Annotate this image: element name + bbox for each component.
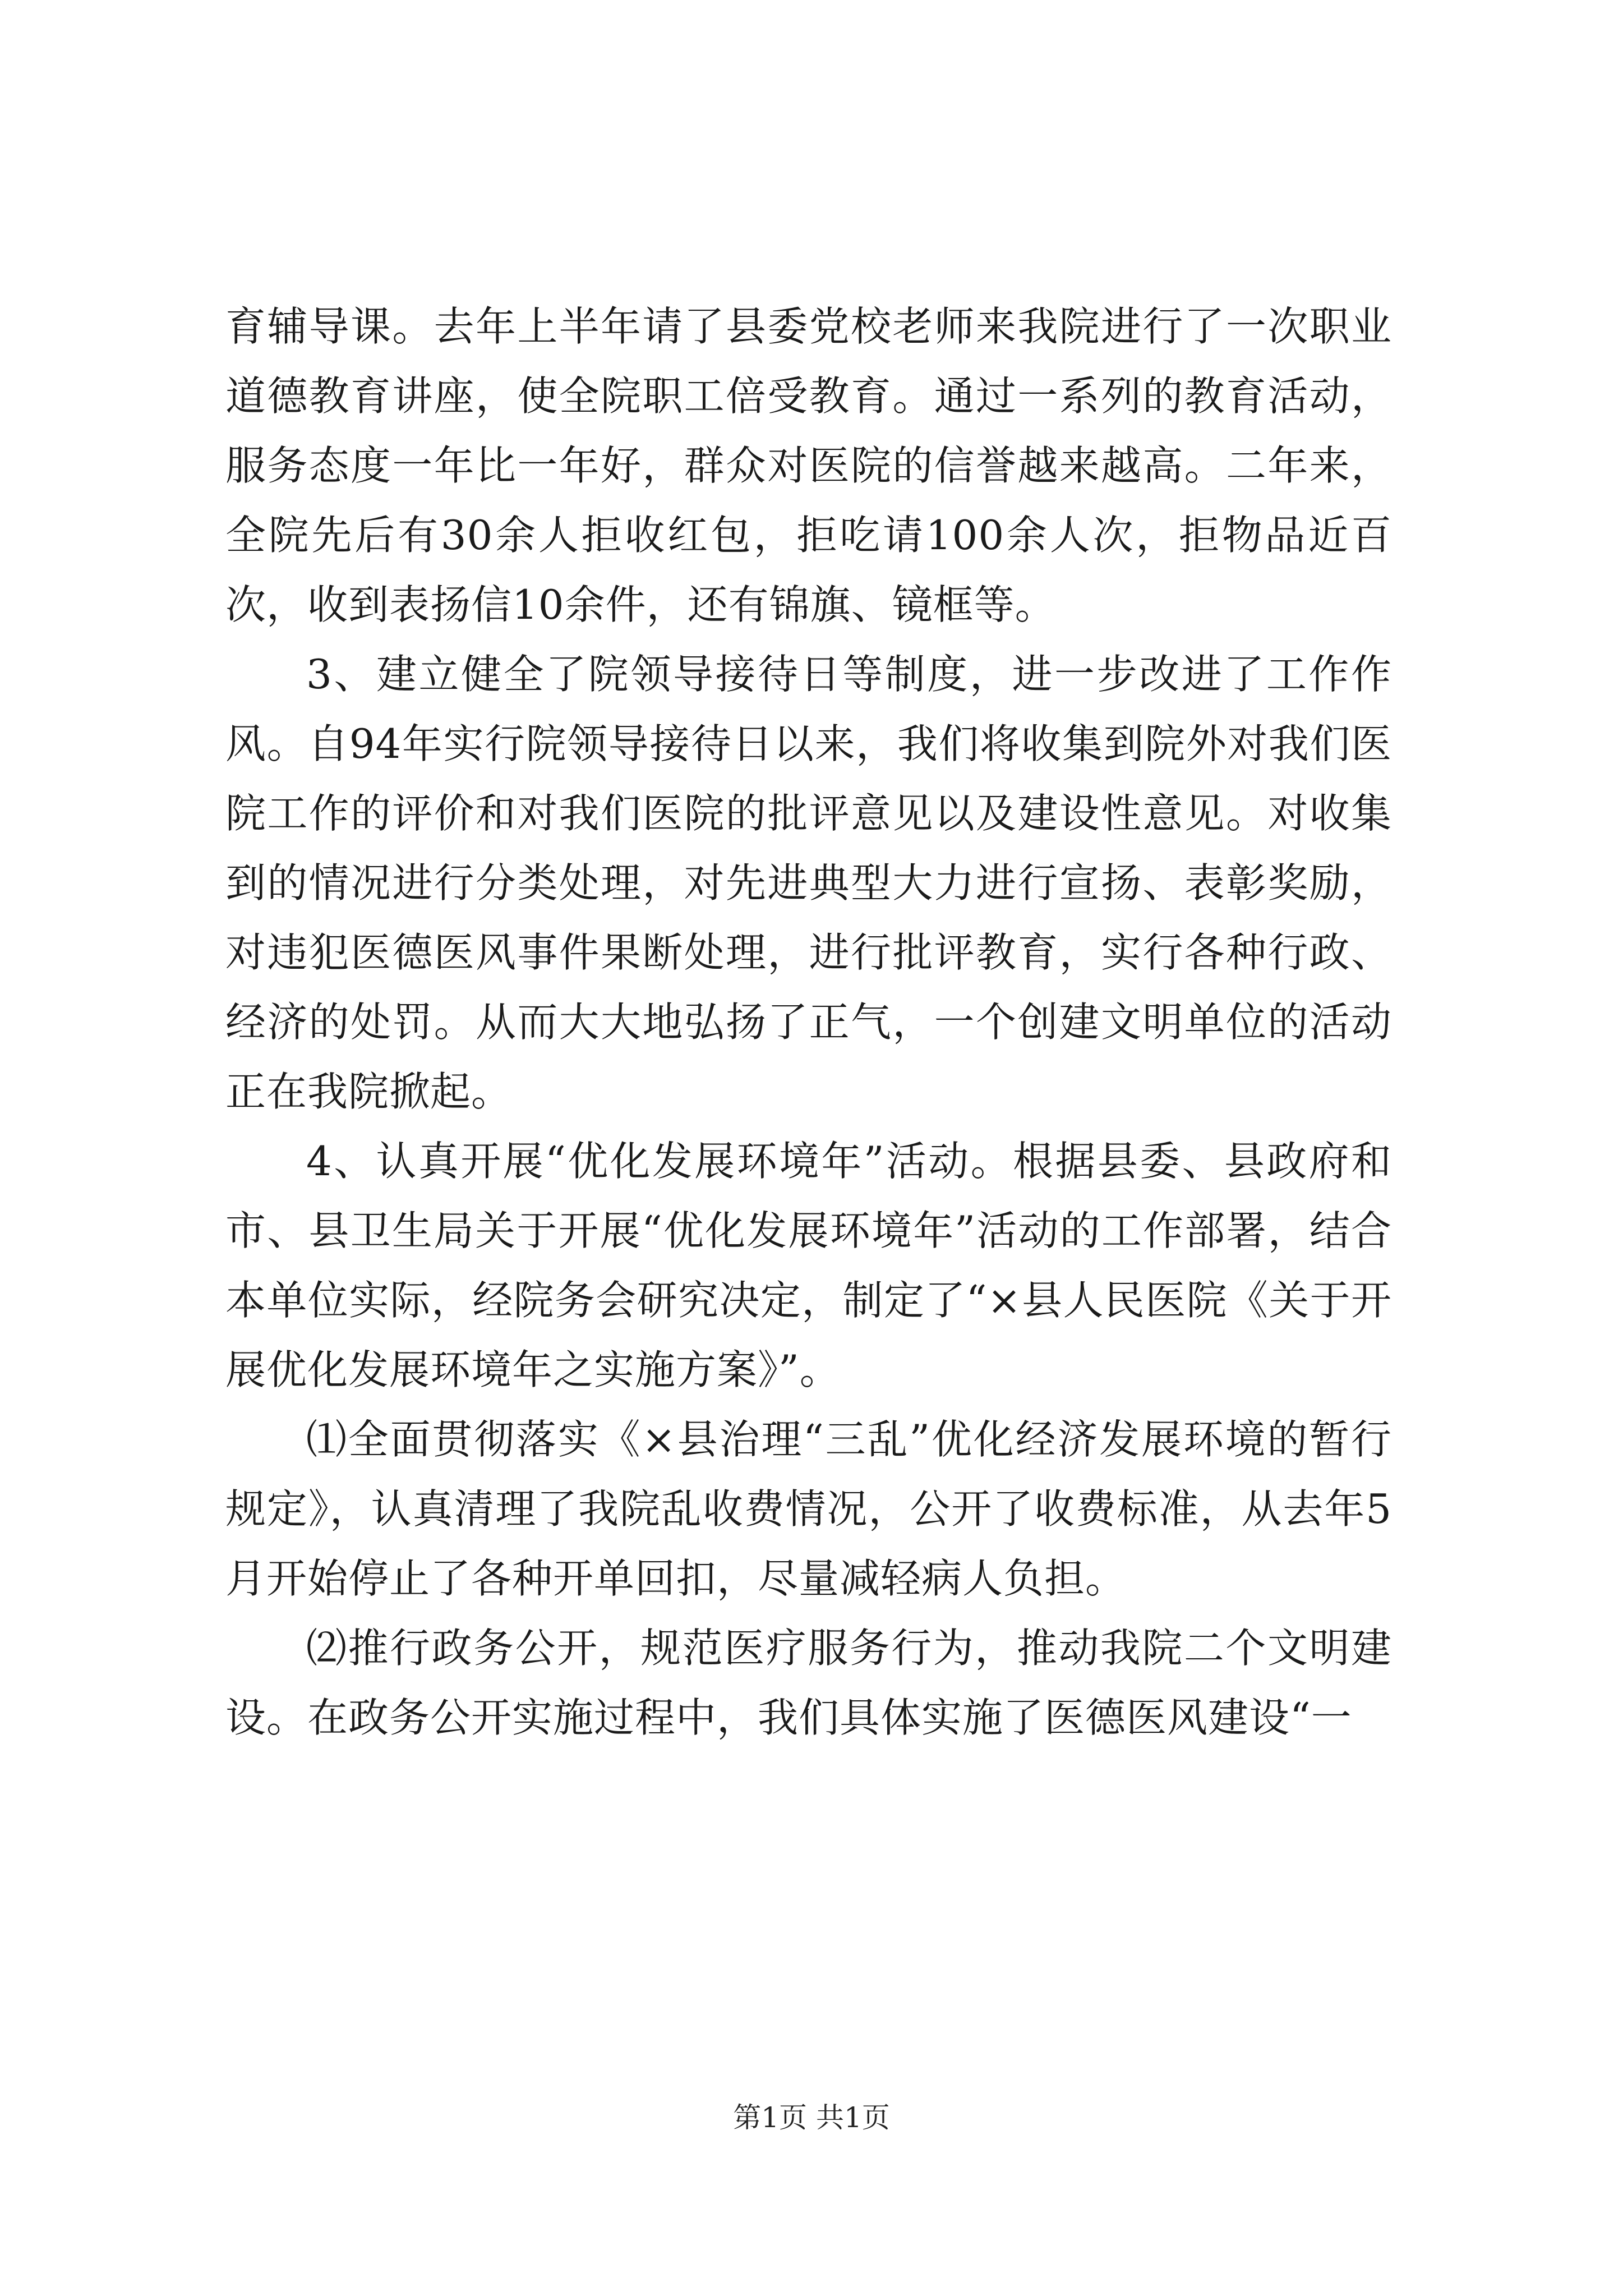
paragraph-item-4: 4、认真开展“优化发展环境年”活动。根据县委、县政府和市、县卫生局关于开展“优化发展环境年”活动的工作部署，结合本单位实际，经院务会研究决定，制定了“×县人民医院《关于开展优化发展环境年之实施方案》”。 [225, 1138, 1392, 1393]
document-body [225, 292, 1392, 1752]
paragraph-subitem-1: ⑴全面贯彻落实《×县治理“三乱”优化经济发展环境的暂行规定》，认真清理了我院乱收费情况，公开了收费标准，从去年5月开始停止了各种开单回扣，尽量减轻病人负担。 [225, 1416, 1392, 1602]
page-footer: 第1页 共1页 [733, 2101, 890, 2134]
paragraph-item-3: 3、建立健全了院领导接待日等制度，进一步改进了工作作风。自94年实行院领导接待日以来，我们将收集到院外对我们医院工作的评价和对我们医院的批评意见以及建设性意见。对收集到的情况进行分类处理，对先进典型大力进行宣扬、表彰奖励，对违犯医德医风事件果断处理，进行批评教育，实行各种行政、经济的处罚。从而大大地弘扬了正气，一个创建文明单位的活动正在我院掀起。 [225, 651, 1392, 1115]
paragraph-continuation: 育辅导课。去年上半年请了县委党校老师来我院进行了一次职业道德教育讲座，使全院职工倍受教育。通过一系列的教育活动，服务态度一年比一年好，群众对医院的信誉越来越高。二年来，全院先后有30余人拒收红包，拒吃请100余人次，拒物品近百次，收到表扬信10余件，还有锦旗、镜框等。 [225, 303, 1392, 628]
paragraph-subitem-2: ⑵推行政务公开，规范医疗服务行为，推动我院二个文明建设。在政务公开实施过程中，我们具体实施了医德医风建设“一 [225, 1625, 1392, 1741]
